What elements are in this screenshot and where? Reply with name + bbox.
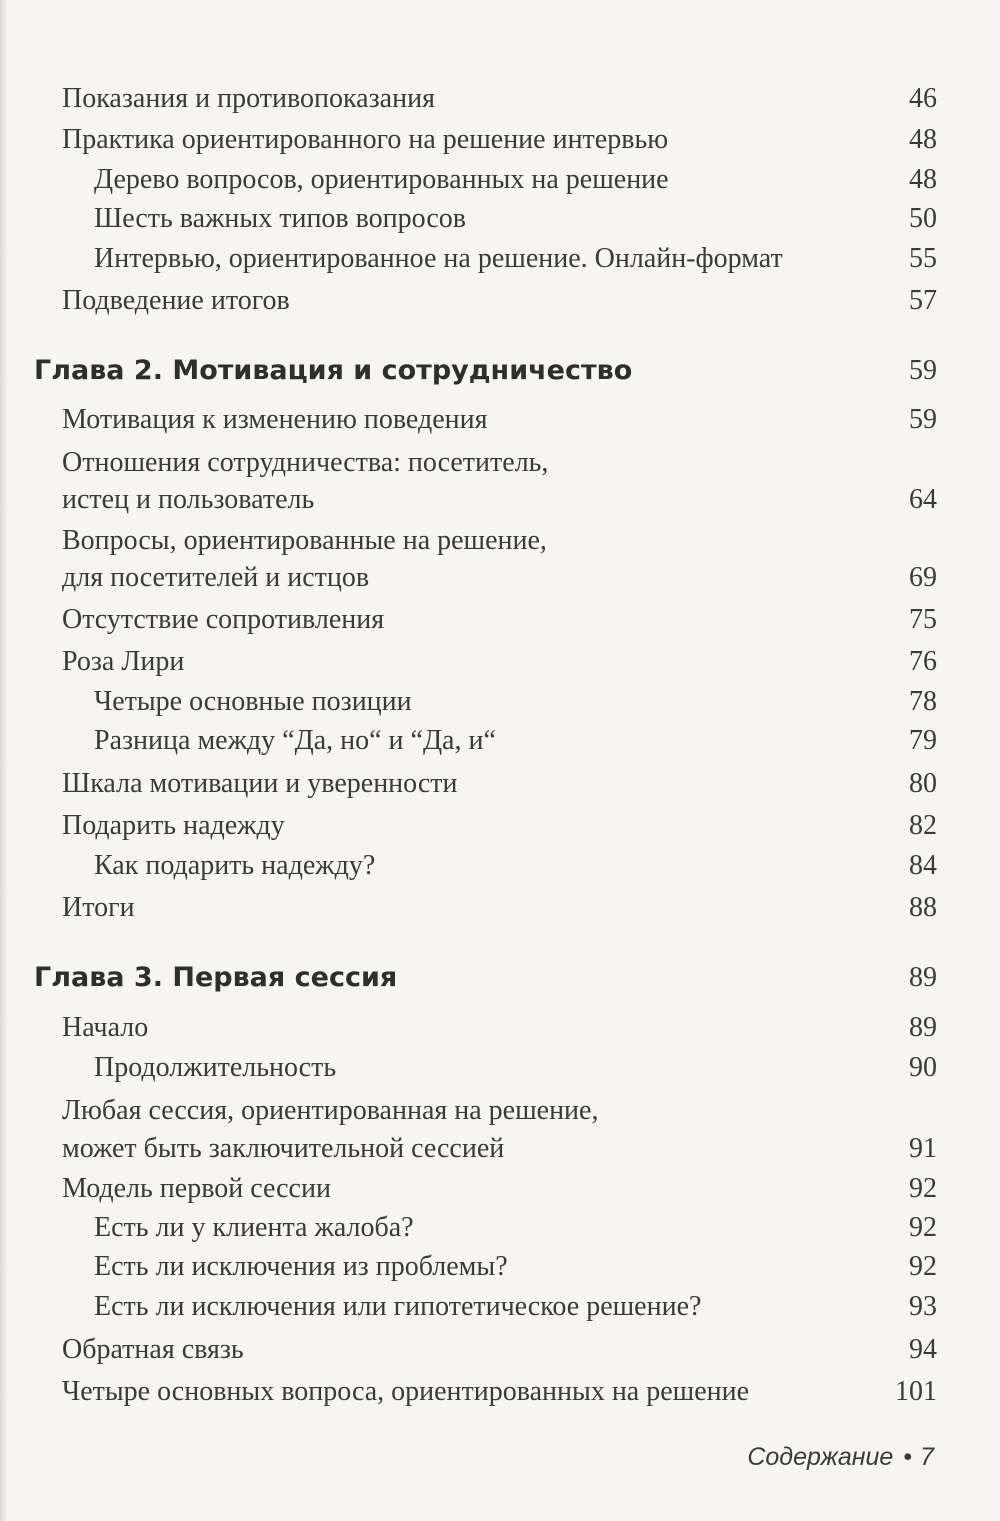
toc-entry-title: Есть ли исключения или гипотетическое решение?: [94, 1291, 702, 1322]
toc-entry-page: 48: [909, 164, 937, 195]
toc-entry-page: 92: [909, 1251, 937, 1282]
toc-entry-page: 89: [909, 962, 937, 993]
chapter-title: Глава 3. Первая сессия: [34, 962, 398, 993]
toc-entry-title: Практика ориентированного на решение интервью: [62, 124, 669, 155]
toc-entry-page: 89: [909, 1012, 937, 1043]
toc-entry-title: Продолжительность: [94, 1052, 337, 1083]
toc-entry-page: 92: [909, 1212, 937, 1243]
toc-entry-page: 69: [909, 562, 937, 593]
toc-entry-page: 88: [909, 892, 937, 923]
toc-entry-title: Модель первой сессии: [62, 1173, 331, 1204]
toc-entry-title: Разница между “Да, но“ и “Да, и“: [94, 725, 496, 756]
toc-entry-page: 80: [909, 768, 937, 799]
toc-entry[interactable]: [0, 522, 1000, 600]
toc-entry-page: 55: [909, 243, 937, 274]
toc-entry-title: Итоги: [62, 892, 135, 923]
toc-entry-title-line-1: Вопросы, ориентированные на решение,: [62, 525, 547, 556]
toc-entry-title: Есть ли у клиента жалоба?: [94, 1212, 414, 1243]
footer-section-title: Содержание: [747, 1443, 894, 1471]
toc-entry-title-line-2: может быть заключительной сессией: [62, 1133, 505, 1164]
toc-entry-title: Четыре основные позиции: [94, 686, 412, 717]
toc-entry-title: Подарить надежду: [62, 810, 285, 841]
toc-entry-title: Как подарить надежду?: [94, 850, 376, 881]
footer-separator: •: [903, 1443, 913, 1471]
toc-entry-title: Шкала мотивации и уверенности: [62, 768, 458, 799]
toc-entry-title: Отсутствие сопротивления: [62, 604, 385, 635]
toc-entry-page: 82: [909, 810, 937, 841]
toc-entry-title-line-1: Отношения сотрудничества: посетитель,: [62, 447, 549, 478]
toc-entry-page: 57: [909, 285, 937, 316]
toc-entry-title: Роза Лири: [62, 646, 185, 677]
toc-entry-page: 59: [909, 404, 937, 435]
toc-entry-page: 59: [909, 355, 937, 386]
toc-entry-page: 92: [909, 1173, 937, 1204]
toc-entry-page: 75: [909, 604, 937, 635]
toc-entry-title: Интервью, ориентированное на решение. Онлайн-формат: [94, 243, 783, 274]
toc-entry-title: Обратная связь: [62, 1334, 244, 1365]
toc-entry[interactable]: [0, 1092, 1000, 1170]
toc-entry-title-line-2: истец и пользователь: [62, 484, 315, 515]
toc-entry-title-line-2: для посетителей и истцов: [62, 562, 370, 593]
toc-entry-title-line-1: Любая сессия, ориентированная на решение,: [62, 1095, 599, 1126]
toc-entry-page: 76: [909, 646, 937, 677]
toc-entry-page: 50: [909, 203, 937, 234]
toc-entry-title: Дерево вопросов, ориентированных на решение: [94, 164, 669, 195]
toc-entry-page: 46: [909, 83, 937, 114]
toc-entry-page: 90: [909, 1052, 937, 1083]
toc-entry[interactable]: [0, 444, 1000, 522]
toc-entry-title: Подведение итогов: [62, 285, 290, 316]
toc-entry-title: Мотивация к изменению поведения: [62, 404, 488, 435]
toc-entry-page: 78: [909, 686, 937, 717]
footer-page-number: 7: [920, 1443, 934, 1471]
toc-entry-page: 93: [909, 1291, 937, 1322]
toc-entry-title: Есть ли исключения из проблемы?: [94, 1251, 508, 1282]
toc-entry-page: 84: [909, 850, 937, 881]
page-footer: [747, 1443, 934, 1472]
toc-entry-page: 94: [909, 1334, 937, 1365]
toc-entry-page: 91: [909, 1133, 937, 1164]
toc-entry-page: 48: [909, 124, 937, 155]
toc-entry-title: Начало: [62, 1012, 149, 1043]
toc-entry-page: 101: [895, 1376, 937, 1407]
toc-entry-title: Показания и противопоказания: [62, 83, 435, 114]
toc-entry-title: Четыре основных вопроса, ориентированных на решение: [62, 1376, 750, 1407]
toc-entry-page: 79: [909, 725, 937, 756]
chapter-title: Глава 2. Мотивация и сотрудничество: [34, 355, 633, 386]
toc-entry-page: 64: [909, 484, 937, 515]
page-edge-shadow: [0, 0, 8, 1521]
toc-entry-title: Шесть важных типов вопросов: [94, 203, 467, 234]
